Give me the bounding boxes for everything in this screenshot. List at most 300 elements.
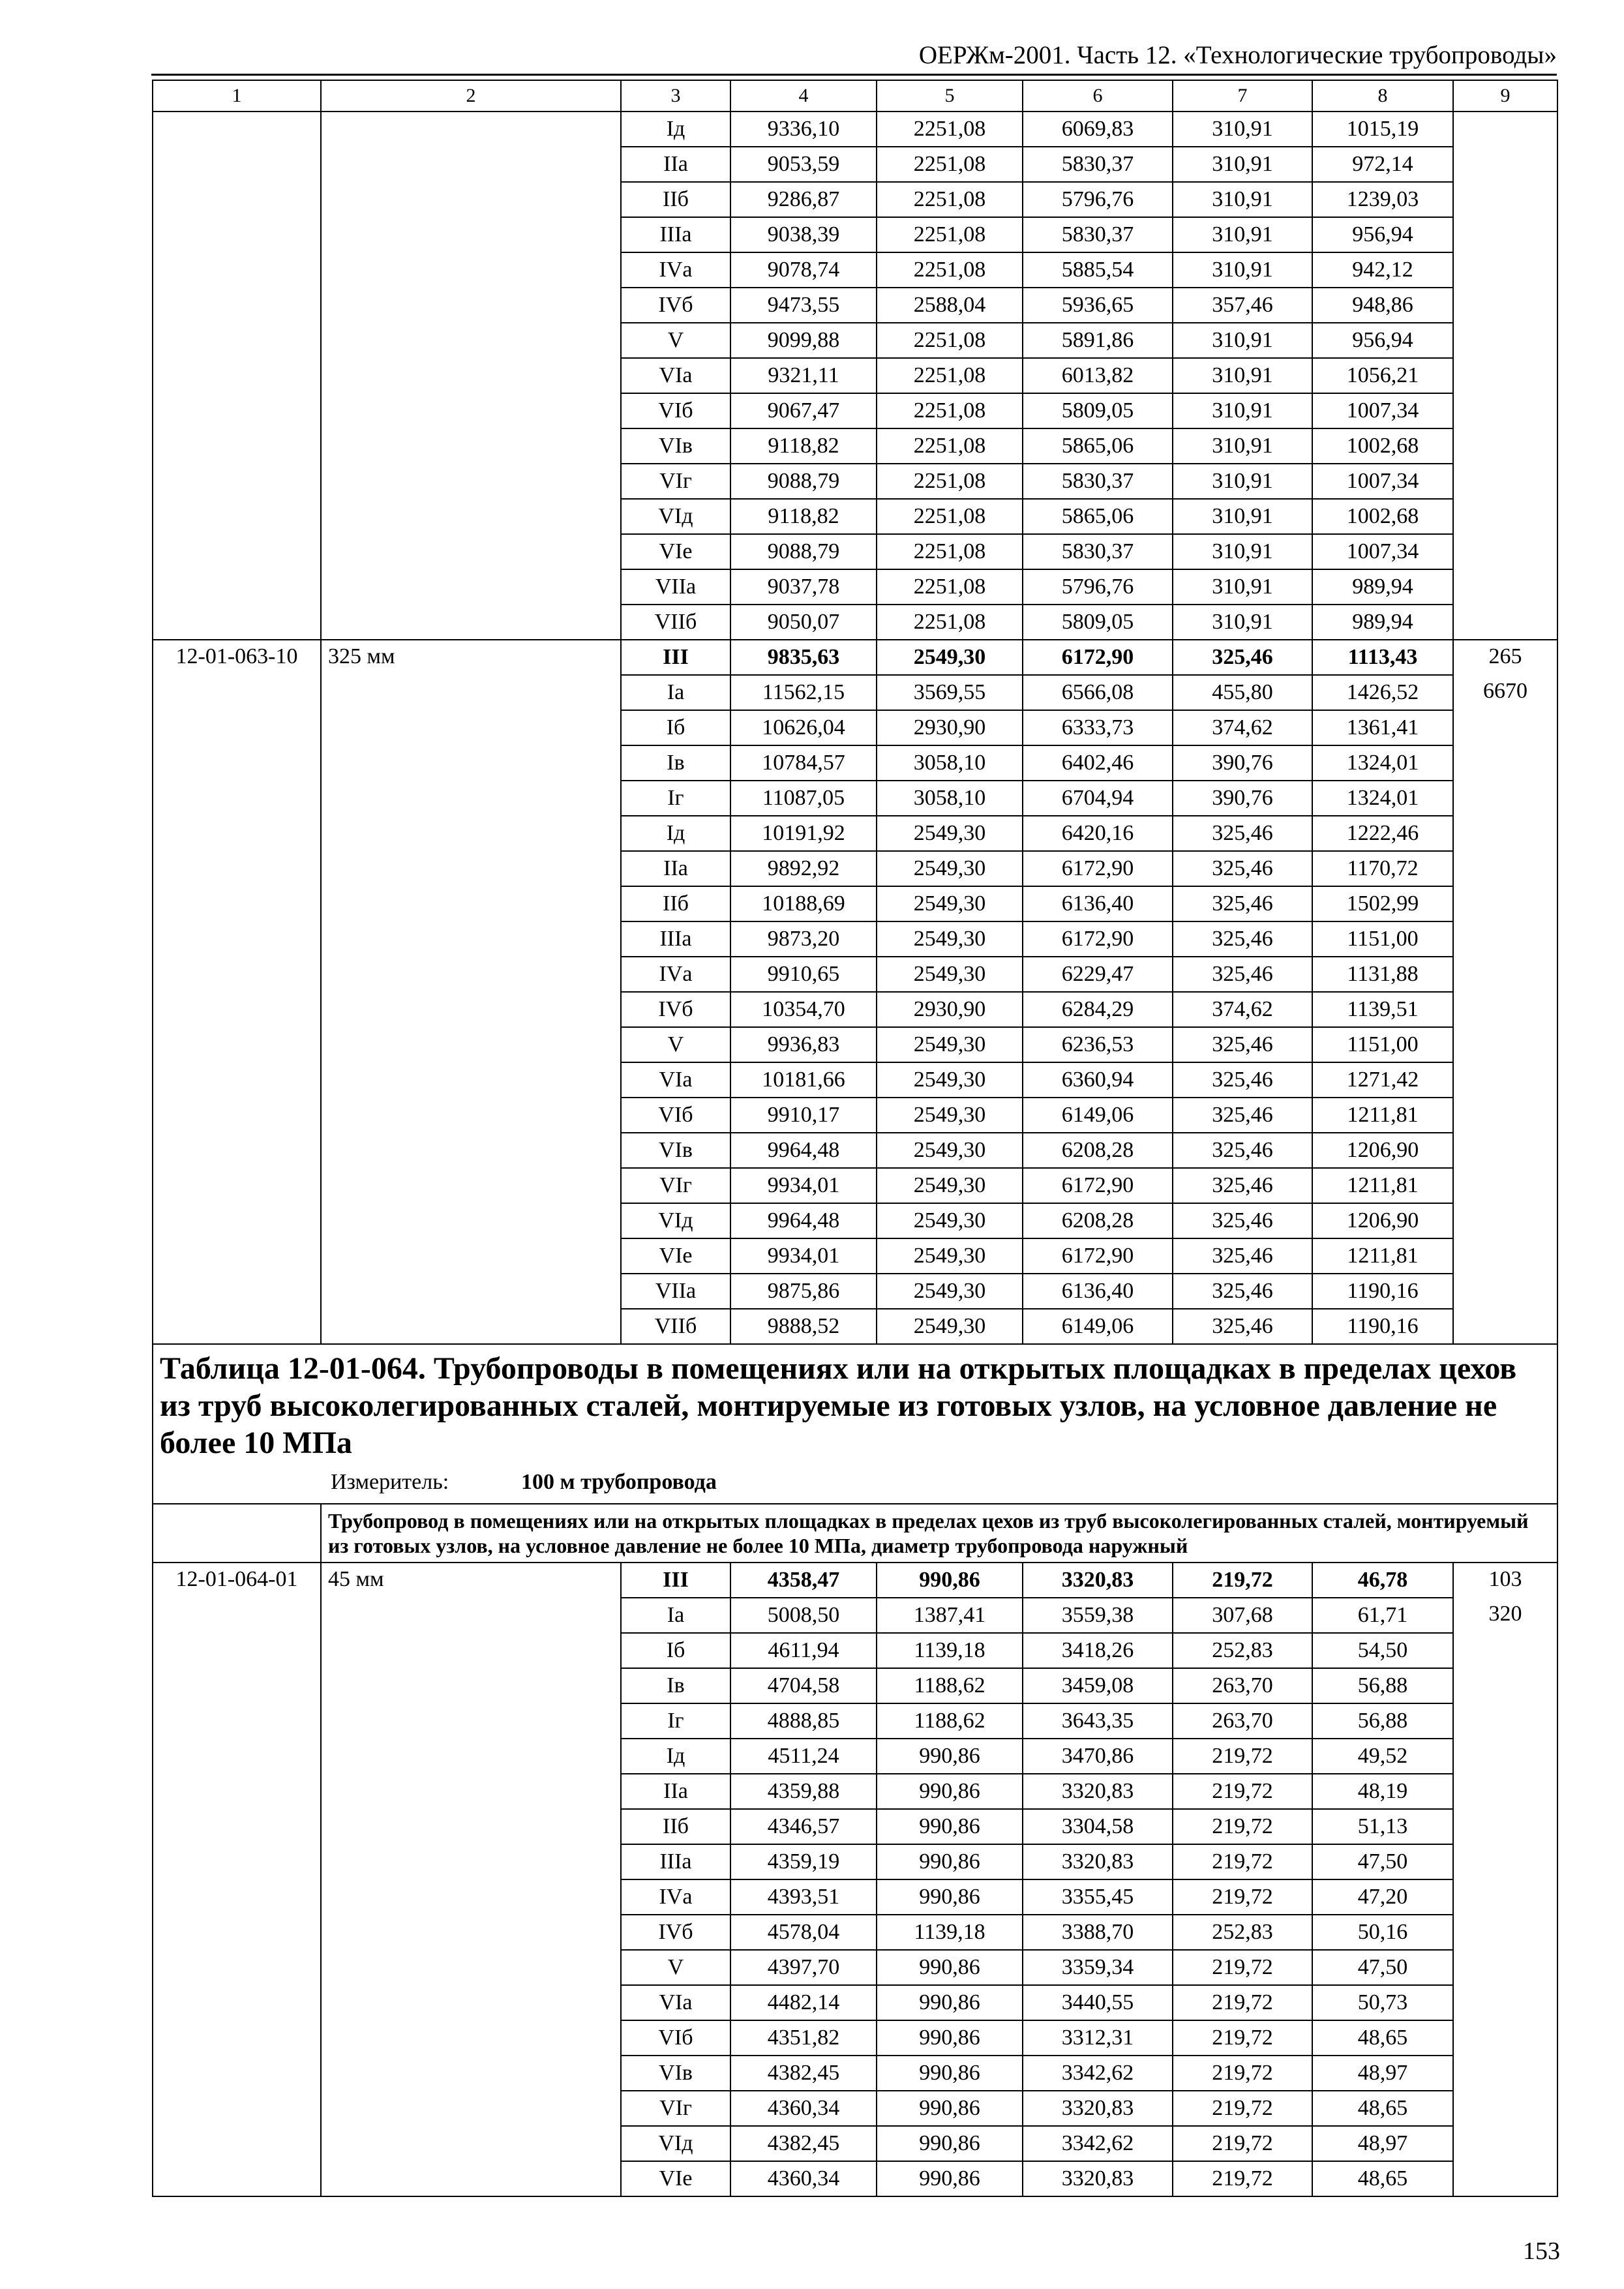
value-cell: 990,86 (877, 2161, 1023, 2196)
column-number: 7 (1173, 80, 1312, 112)
value-cell: 5796,76 (1023, 182, 1173, 217)
value-cell: 325,46 (1173, 886, 1312, 921)
zone-index-cell: Iд (621, 816, 730, 851)
value-cell: 1131,88 (1312, 957, 1453, 992)
value-cell: 2549,30 (877, 851, 1023, 886)
rate-code-cell (153, 1203, 321, 1238)
value-cell: 374,62 (1173, 710, 1312, 745)
table-title-cell (153, 1344, 1557, 1504)
extra-cell (1453, 957, 1557, 992)
value-cell: 54,50 (1312, 1633, 1453, 1668)
value-cell: 4482,14 (730, 1985, 877, 2020)
table-row (153, 428, 1557, 464)
zone-index-cell: IIа (621, 147, 730, 182)
value-cell: 219,72 (1173, 2161, 1312, 2196)
value-cell: 3440,55 (1023, 1985, 1173, 2020)
value-cell: 6149,06 (1023, 1098, 1173, 1133)
value-cell: 1151,00 (1312, 921, 1453, 957)
value-cell: 6208,28 (1023, 1203, 1173, 1238)
value-cell: 325,46 (1173, 1274, 1312, 1309)
zone-index-cell: VIв (621, 2056, 730, 2091)
value-cell: 2251,08 (877, 323, 1023, 358)
value-cell: 325,46 (1173, 816, 1312, 851)
extra-cell (1453, 428, 1557, 464)
value-cell: 325,46 (1173, 1309, 1312, 1344)
table-row (153, 851, 1557, 886)
value-cell: 6566,08 (1023, 675, 1173, 710)
value-cell: 3320,83 (1023, 2161, 1173, 2196)
value-cell: 2549,30 (877, 1274, 1023, 1309)
value-cell: 1324,01 (1312, 781, 1453, 816)
diameter-cell (321, 816, 621, 851)
value-cell: 4382,45 (730, 2126, 877, 2161)
extra-cell: 265 (1453, 640, 1557, 675)
value-cell: 310,91 (1173, 393, 1312, 428)
diameter-cell (321, 1238, 621, 1274)
value-cell: 1361,41 (1312, 710, 1453, 745)
value-cell: 10188,69 (730, 886, 877, 921)
value-cell: 219,72 (1173, 1950, 1312, 1985)
rate-code-cell (153, 781, 321, 816)
extra-cell (1453, 1027, 1557, 1062)
value-cell: 56,88 (1312, 1668, 1453, 1703)
column-number: 3 (621, 80, 730, 112)
value-cell: 5830,37 (1023, 534, 1173, 569)
value-cell: 6136,40 (1023, 886, 1173, 921)
extra-cell (1453, 1633, 1557, 1668)
value-cell: 1151,00 (1312, 1027, 1453, 1062)
table-row (153, 675, 1557, 710)
rate-code-cell (153, 921, 321, 957)
diameter-cell (321, 393, 621, 428)
value-cell: 2549,30 (877, 1203, 1023, 1238)
value-cell: 310,91 (1173, 217, 1312, 252)
extra-cell (1453, 182, 1557, 217)
rate-code-cell (153, 428, 321, 464)
value-cell: 1015,19 (1312, 112, 1453, 147)
value-cell: 310,91 (1173, 252, 1312, 288)
extra-cell (1453, 323, 1557, 358)
value-cell: 1239,03 (1312, 182, 1453, 217)
value-cell: 6149,06 (1023, 1309, 1173, 1344)
table-row (153, 147, 1557, 182)
header-rule (151, 74, 1557, 76)
value-cell: 9964,48 (730, 1203, 877, 1238)
rate-code-cell (153, 710, 321, 745)
table-row (153, 1668, 1557, 1703)
value-cell: 6172,90 (1023, 640, 1173, 675)
table-row (153, 2056, 1557, 2091)
value-cell: 990,86 (877, 2020, 1023, 2056)
value-cell: 4511,24 (730, 1739, 877, 1774)
value-cell: 1271,42 (1312, 1062, 1453, 1098)
value-cell: 9835,63 (730, 640, 877, 675)
diameter-cell (321, 745, 621, 781)
extra-cell (1453, 464, 1557, 499)
value-cell: 325,46 (1173, 640, 1312, 675)
table-row (153, 2020, 1557, 2056)
value-cell: 9336,10 (730, 112, 877, 147)
table-row (153, 745, 1557, 781)
table-row (153, 534, 1557, 569)
value-cell: 1206,90 (1312, 1133, 1453, 1168)
zone-index-cell: Iв (621, 1668, 730, 1703)
value-cell: 325,46 (1173, 1133, 1312, 1168)
zone-index-cell: IIб (621, 886, 730, 921)
value-cell: 1222,46 (1312, 816, 1453, 851)
value-cell: 219,72 (1173, 1774, 1312, 1809)
value-cell: 310,91 (1173, 182, 1312, 217)
value-cell: 2549,30 (877, 957, 1023, 992)
value-cell: 2251,08 (877, 534, 1023, 569)
value-cell: 956,94 (1312, 323, 1453, 358)
table-row (153, 1062, 1557, 1098)
table-row (153, 1915, 1557, 1950)
zone-index-cell: VIIб (621, 1309, 730, 1344)
zone-index-cell: IIIа (621, 1844, 730, 1879)
value-cell: 51,13 (1312, 1809, 1453, 1844)
value-cell: 219,72 (1173, 1563, 1312, 1598)
extra-cell (1453, 1238, 1557, 1274)
value-cell: 2251,08 (877, 393, 1023, 428)
value-cell: 219,72 (1173, 2126, 1312, 2161)
value-cell: 9875,86 (730, 1274, 877, 1309)
zone-index-cell: Iа (621, 675, 730, 710)
diameter-cell (321, 921, 621, 957)
value-cell: 6420,16 (1023, 816, 1173, 851)
value-cell: 46,78 (1312, 1563, 1453, 1598)
value-cell: 6333,73 (1023, 710, 1173, 745)
extra-cell (1453, 1985, 1557, 2020)
extra-cell (1453, 1309, 1557, 1344)
value-cell: 1007,34 (1312, 534, 1453, 569)
value-cell: 219,72 (1173, 2020, 1312, 2056)
value-cell: 219,72 (1173, 1879, 1312, 1915)
rate-code-cell (153, 1098, 321, 1133)
rate-code-cell (153, 1668, 321, 1703)
value-cell: 325,46 (1173, 1238, 1312, 1274)
zone-index-cell: IIа (621, 1774, 730, 1809)
value-cell: 9067,47 (730, 393, 877, 428)
rate-code-cell (153, 675, 321, 710)
value-cell: 2251,08 (877, 217, 1023, 252)
diameter-cell (321, 957, 621, 992)
value-cell: 6704,94 (1023, 781, 1173, 816)
zone-index-cell: V (621, 1027, 730, 1062)
rate-code-cell (153, 2056, 321, 2091)
value-cell: 6013,82 (1023, 358, 1173, 393)
extra-cell (1453, 1950, 1557, 1985)
table-row (153, 816, 1557, 851)
value-cell: 10191,92 (730, 816, 877, 851)
value-cell: 47,50 (1312, 1844, 1453, 1879)
value-cell: 4578,04 (730, 1915, 877, 1950)
value-cell: 2930,90 (877, 992, 1023, 1027)
extra-cell (1453, 1879, 1557, 1915)
value-cell: 390,76 (1173, 745, 1312, 781)
value-cell: 310,91 (1173, 569, 1312, 605)
value-cell: 310,91 (1173, 428, 1312, 464)
zone-index-cell: III (621, 1563, 730, 1598)
value-cell: 990,86 (877, 1739, 1023, 1774)
value-cell: 10354,70 (730, 992, 877, 1027)
rate-code-cell (153, 2161, 321, 2196)
table-row (153, 1238, 1557, 1274)
extra-cell (1453, 1203, 1557, 1238)
table-row (153, 1309, 1557, 1344)
rate-code-cell: 12-01-063-10 (153, 640, 321, 675)
table-row (153, 1879, 1557, 1915)
extra-cell (1453, 358, 1557, 393)
diameter-cell (321, 1739, 621, 1774)
diameter-cell (321, 1844, 621, 1879)
value-cell: 48,65 (1312, 2161, 1453, 2196)
value-cell: 4382,45 (730, 2056, 877, 2091)
value-cell: 2251,08 (877, 499, 1023, 534)
rate-code-cell (153, 1168, 321, 1203)
rate-code-cell (153, 1633, 321, 1668)
diameter-cell (321, 1950, 621, 1985)
table-row (153, 1844, 1557, 1879)
value-cell: 1056,21 (1312, 358, 1453, 393)
rate-code-cell (153, 1809, 321, 1844)
value-cell: 50,16 (1312, 1915, 1453, 1950)
table-row (153, 2126, 1557, 2161)
value-cell: 3320,83 (1023, 2091, 1173, 2126)
value-cell: 9099,88 (730, 323, 877, 358)
diameter-cell (321, 1633, 621, 1668)
rate-code-cell (153, 851, 321, 886)
table-row (153, 640, 1557, 675)
value-cell: 61,71 (1312, 1598, 1453, 1633)
rate-code-cell (153, 1703, 321, 1739)
value-cell: 3342,62 (1023, 2056, 1173, 2091)
value-cell: 9088,79 (730, 464, 877, 499)
value-cell: 219,72 (1173, 1844, 1312, 1879)
value-cell: 5830,37 (1023, 147, 1173, 182)
value-cell: 6229,47 (1023, 957, 1173, 992)
diameter-cell (321, 1062, 621, 1098)
value-cell: 6236,53 (1023, 1027, 1173, 1062)
diameter-cell (321, 1098, 621, 1133)
table-row (153, 1203, 1557, 1238)
zone-index-cell: III (621, 640, 730, 675)
diameter-cell (321, 147, 621, 182)
value-cell: 9286,87 (730, 182, 877, 217)
diameter-cell (321, 112, 621, 147)
rate-code-cell (153, 1915, 321, 1950)
extra-cell (1453, 569, 1557, 605)
diameter-cell: 45 мм (321, 1563, 621, 1598)
table-row (153, 358, 1557, 393)
rate-code-cell (153, 1598, 321, 1633)
extra-cell (1453, 252, 1557, 288)
table-row (153, 2161, 1557, 2196)
diameter-cell (321, 1774, 621, 1809)
value-cell: 4359,19 (730, 1844, 877, 1879)
column-number: 9 (1453, 80, 1557, 112)
diameter-cell (321, 2020, 621, 2056)
value-cell: 1188,62 (877, 1668, 1023, 1703)
rate-code-cell (153, 886, 321, 921)
value-cell: 48,97 (1312, 2056, 1453, 2091)
zone-index-cell: VIб (621, 1098, 730, 1133)
value-cell: 3418,26 (1023, 1633, 1173, 1668)
value-cell: 3559,38 (1023, 1598, 1173, 1633)
value-cell: 4888,85 (730, 1703, 877, 1739)
table-row (153, 288, 1557, 323)
value-cell: 48,97 (1312, 2126, 1453, 2161)
value-cell: 9892,92 (730, 851, 877, 886)
value-cell: 9053,59 (730, 147, 877, 182)
value-cell: 1139,18 (877, 1633, 1023, 1668)
zone-index-cell: VIе (621, 534, 730, 569)
value-cell: 4359,88 (730, 1774, 877, 1809)
zone-index-cell: VIг (621, 1168, 730, 1203)
zone-index-cell: VIд (621, 1203, 730, 1238)
value-cell: 2251,08 (877, 464, 1023, 499)
value-cell: 1206,90 (1312, 1203, 1453, 1238)
extra-cell (1453, 1915, 1557, 1950)
value-cell: 990,86 (877, 2056, 1023, 2091)
zone-index-cell: Iб (621, 1633, 730, 1668)
zone-index-cell: IVб (621, 1915, 730, 1950)
value-cell: 219,72 (1173, 2091, 1312, 2126)
diameter-cell (321, 1168, 621, 1203)
value-cell: 3320,83 (1023, 1844, 1173, 1879)
extra-cell (1453, 816, 1557, 851)
value-cell: 47,20 (1312, 1879, 1453, 1915)
value-cell: 219,72 (1173, 1809, 1312, 1844)
value-cell: 956,94 (1312, 217, 1453, 252)
description-row (153, 1504, 1557, 1563)
value-cell: 4346,57 (730, 1809, 877, 1844)
diameter-cell (321, 182, 621, 217)
value-cell: 3388,70 (1023, 1915, 1173, 1950)
table-row (153, 957, 1557, 992)
diameter-cell (321, 1809, 621, 1844)
column-number: 1 (153, 80, 321, 112)
value-cell: 10181,66 (730, 1062, 877, 1098)
table-title: Таблица 12-01-064. Трубопроводы в помещениях или на открытых площадках в пределах цехов из труб высоколегированных сталей, монтируемые из готовых узлов, на условное давление не более 10 МПа (160, 1351, 1517, 1460)
table-row (153, 1133, 1557, 1168)
table-row (153, 1027, 1557, 1062)
column-numbers-row (153, 80, 1557, 112)
rate-code-cell (153, 2126, 321, 2161)
zone-index-cell: VIд (621, 499, 730, 534)
table-row (153, 1168, 1557, 1203)
table-row (153, 1563, 1557, 1598)
zone-index-cell: IVа (621, 252, 730, 288)
value-cell: 252,83 (1173, 1915, 1312, 1950)
value-cell: 3320,83 (1023, 1563, 1173, 1598)
value-cell: 3569,55 (877, 675, 1023, 710)
value-cell: 6208,28 (1023, 1133, 1173, 1168)
table-row (153, 886, 1557, 921)
extra-cell (1453, 2020, 1557, 2056)
extra-cell (1453, 534, 1557, 569)
rate-code-cell (153, 1985, 321, 2020)
value-cell: 11562,15 (730, 675, 877, 710)
value-cell: 2549,30 (877, 886, 1023, 921)
zone-index-cell: VIе (621, 2161, 730, 2196)
value-cell: 390,76 (1173, 781, 1312, 816)
table-row (153, 1633, 1557, 1668)
rate-code-cell (153, 1774, 321, 1809)
value-cell: 325,46 (1173, 957, 1312, 992)
zone-index-cell: IIIа (621, 921, 730, 957)
value-cell: 990,86 (877, 1774, 1023, 1809)
table-row (153, 781, 1557, 816)
table-row (153, 605, 1557, 640)
diameter-cell (321, 2161, 621, 2196)
value-cell: 2549,30 (877, 1027, 1023, 1062)
rate-code-cell (153, 499, 321, 534)
value-cell: 2251,08 (877, 252, 1023, 288)
diameter-cell (321, 464, 621, 499)
value-cell: 990,86 (877, 1809, 1023, 1844)
value-cell: 1211,81 (1312, 1238, 1453, 1274)
value-cell: 2251,08 (877, 182, 1023, 217)
value-cell: 4358,47 (730, 1563, 877, 1598)
value-cell: 2549,30 (877, 921, 1023, 957)
diameter-cell (321, 2126, 621, 2161)
table-row (153, 1774, 1557, 1809)
value-cell: 325,46 (1173, 921, 1312, 957)
value-cell: 6360,94 (1023, 1062, 1173, 1098)
value-cell: 9037,78 (730, 569, 877, 605)
diameter-cell: 325 мм (321, 640, 621, 675)
column-number: 5 (877, 80, 1023, 112)
zone-index-cell: VIа (621, 1985, 730, 2020)
zone-index-cell: VIIа (621, 569, 730, 605)
zone-index-cell: IVа (621, 1879, 730, 1915)
value-cell: 310,91 (1173, 464, 1312, 499)
value-cell: 1139,51 (1312, 992, 1453, 1027)
value-cell: 3320,83 (1023, 1774, 1173, 1809)
value-cell: 5796,76 (1023, 569, 1173, 605)
value-cell: 5809,05 (1023, 393, 1173, 428)
table-row (153, 217, 1557, 252)
table-row (153, 112, 1557, 147)
value-cell: 3355,45 (1023, 1879, 1173, 1915)
value-cell: 325,46 (1173, 851, 1312, 886)
table-row (153, 1274, 1557, 1309)
table-row (153, 1950, 1557, 1985)
extra-cell (1453, 288, 1557, 323)
value-cell: 9473,55 (730, 288, 877, 323)
description: Трубопровод в помещениях или на открытых площадках в пределах цехов из труб высоколегированных сталей, монтируемый из готовых узлов, на условное давление не более 10 МПа, диаметр трубопровода наружный (321, 1504, 1557, 1563)
rate-code-cell (153, 288, 321, 323)
value-cell: 2549,30 (877, 640, 1023, 675)
value-cell: 3304,58 (1023, 1809, 1173, 1844)
rate-code-cell (153, 1950, 321, 1985)
diameter-cell (321, 358, 621, 393)
extra-cell (1453, 851, 1557, 886)
table-row (153, 252, 1557, 288)
zone-index-cell: VIв (621, 1133, 730, 1168)
value-cell: 9936,83 (730, 1027, 877, 1062)
value-cell: 1002,68 (1312, 428, 1453, 464)
value-cell: 9038,39 (730, 217, 877, 252)
value-cell: 310,91 (1173, 358, 1312, 393)
value-cell: 310,91 (1173, 534, 1312, 569)
value-cell: 5885,54 (1023, 252, 1173, 288)
rate-code-cell (153, 1739, 321, 1774)
value-cell: 10626,04 (730, 710, 877, 745)
zone-index-cell: VIв (621, 428, 730, 464)
extra-cell (1453, 710, 1557, 745)
